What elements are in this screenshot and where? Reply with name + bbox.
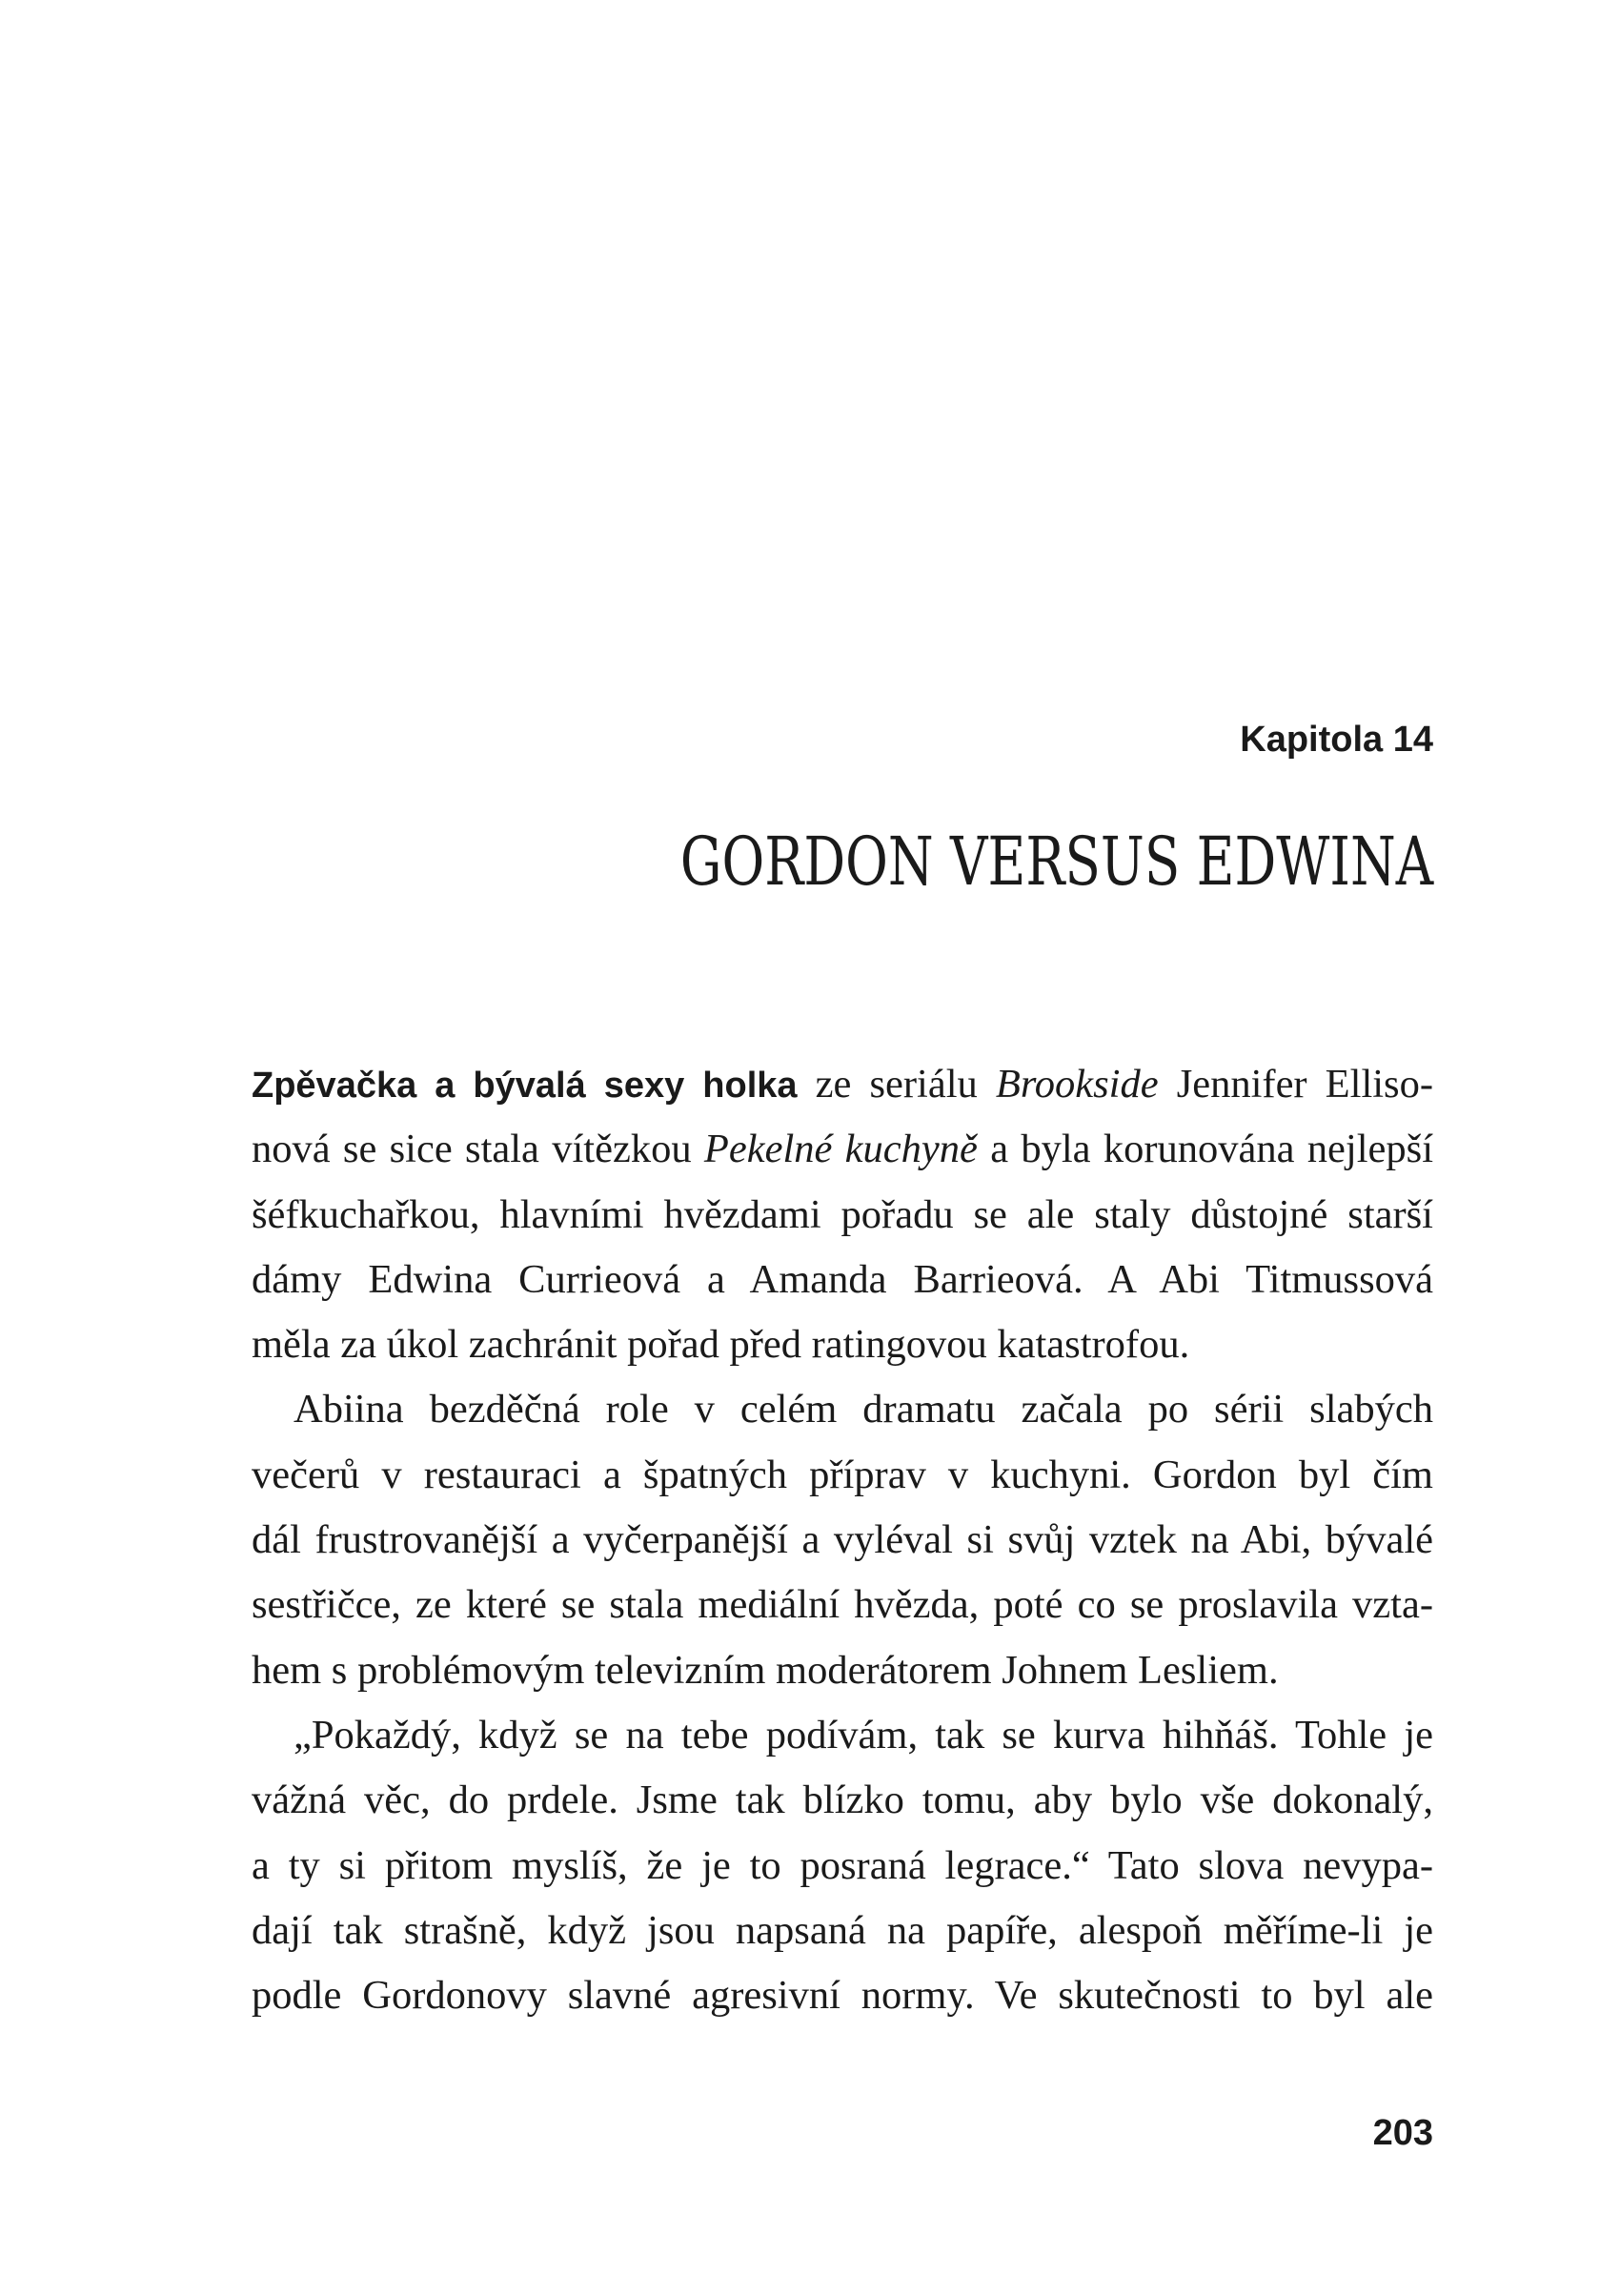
paragraph-2-line-2: večerů v restauraci a špatných příprav v kuchyni. Gordon byl čím [252, 1452, 1433, 1497]
paragraph-1-line-4: dámy Edwina Currieová a Amanda Barrieová. A Abi Titmussová [252, 1256, 1433, 1302]
chapter-label: Kapitola 14 [1240, 720, 1433, 760]
show-title: Pekelné kuchyně [703, 1127, 978, 1172]
paragraph-1-line-2 [252, 1117, 1433, 1182]
paragraph-3-line-3: a ty si přitom myslíš, že je to posraná legrace.“ Tato slova nevypa- [252, 1842, 1433, 1888]
paragraph-3-line-4: dají tak strašně, když jsou napsaná na papíře, alespoň měříme-li je [252, 1907, 1433, 1953]
paragraph-2-line-5: hem s problémovým televizním moderátorem Johnem Lesliem. [252, 1647, 1279, 1693]
paragraph-2-line-1: Abiina bezděčná role v celém dramatu začala po sérii slabých [294, 1387, 1433, 1432]
chapter-title: GORDON VERSUS EDWINA [679, 823, 1433, 901]
text-span: nová se sice stala vítězkou [252, 1127, 704, 1172]
paragraph-2-line-3: dál frustrovanější a vyčerpanější a vyléval si svůj vztek na Abi, bývalé [252, 1517, 1433, 1563]
show-title: Brookside [995, 1062, 1159, 1107]
paragraph-3-line-1: „Pokaždý, když se na tebe podívám, tak se kurva hihňáš. Tohle je [294, 1712, 1433, 1758]
body-text [252, 1052, 1433, 2028]
page-number: 203 [1372, 2113, 1433, 2153]
text-span: a byla korunována nejlepší [977, 1127, 1433, 1172]
paragraph-1-line-3: šéfkuchařkou, hlavními hvězdami pořadu se ale staly důstojné starší [252, 1191, 1433, 1237]
paragraph-1-line-1 [252, 1052, 1433, 1117]
text-span: Jennifer Elliso- [1158, 1062, 1433, 1107]
text-span: ze seriálu [797, 1062, 996, 1107]
paragraph-2-line-4: sestřičce, ze které se stala mediální hvězda, poté co se proslavila vzta- [252, 1582, 1433, 1628]
paragraph-3-line-5: podle Gordonovy slavné agresivní normy. Ve skutečnosti to byl ale [252, 1973, 1433, 2019]
lead-in: Zpěvačka a bývalá sexy holka [252, 1066, 798, 1106]
paragraph-1-line-5: měla za úkol zachránit pořad před ratingovou katastrofou. [252, 1322, 1190, 1368]
paragraph-3-line-2: vážná věc, do prdele. Jsme tak blízko tomu, aby bylo vše dokonalý, [252, 1778, 1433, 1823]
